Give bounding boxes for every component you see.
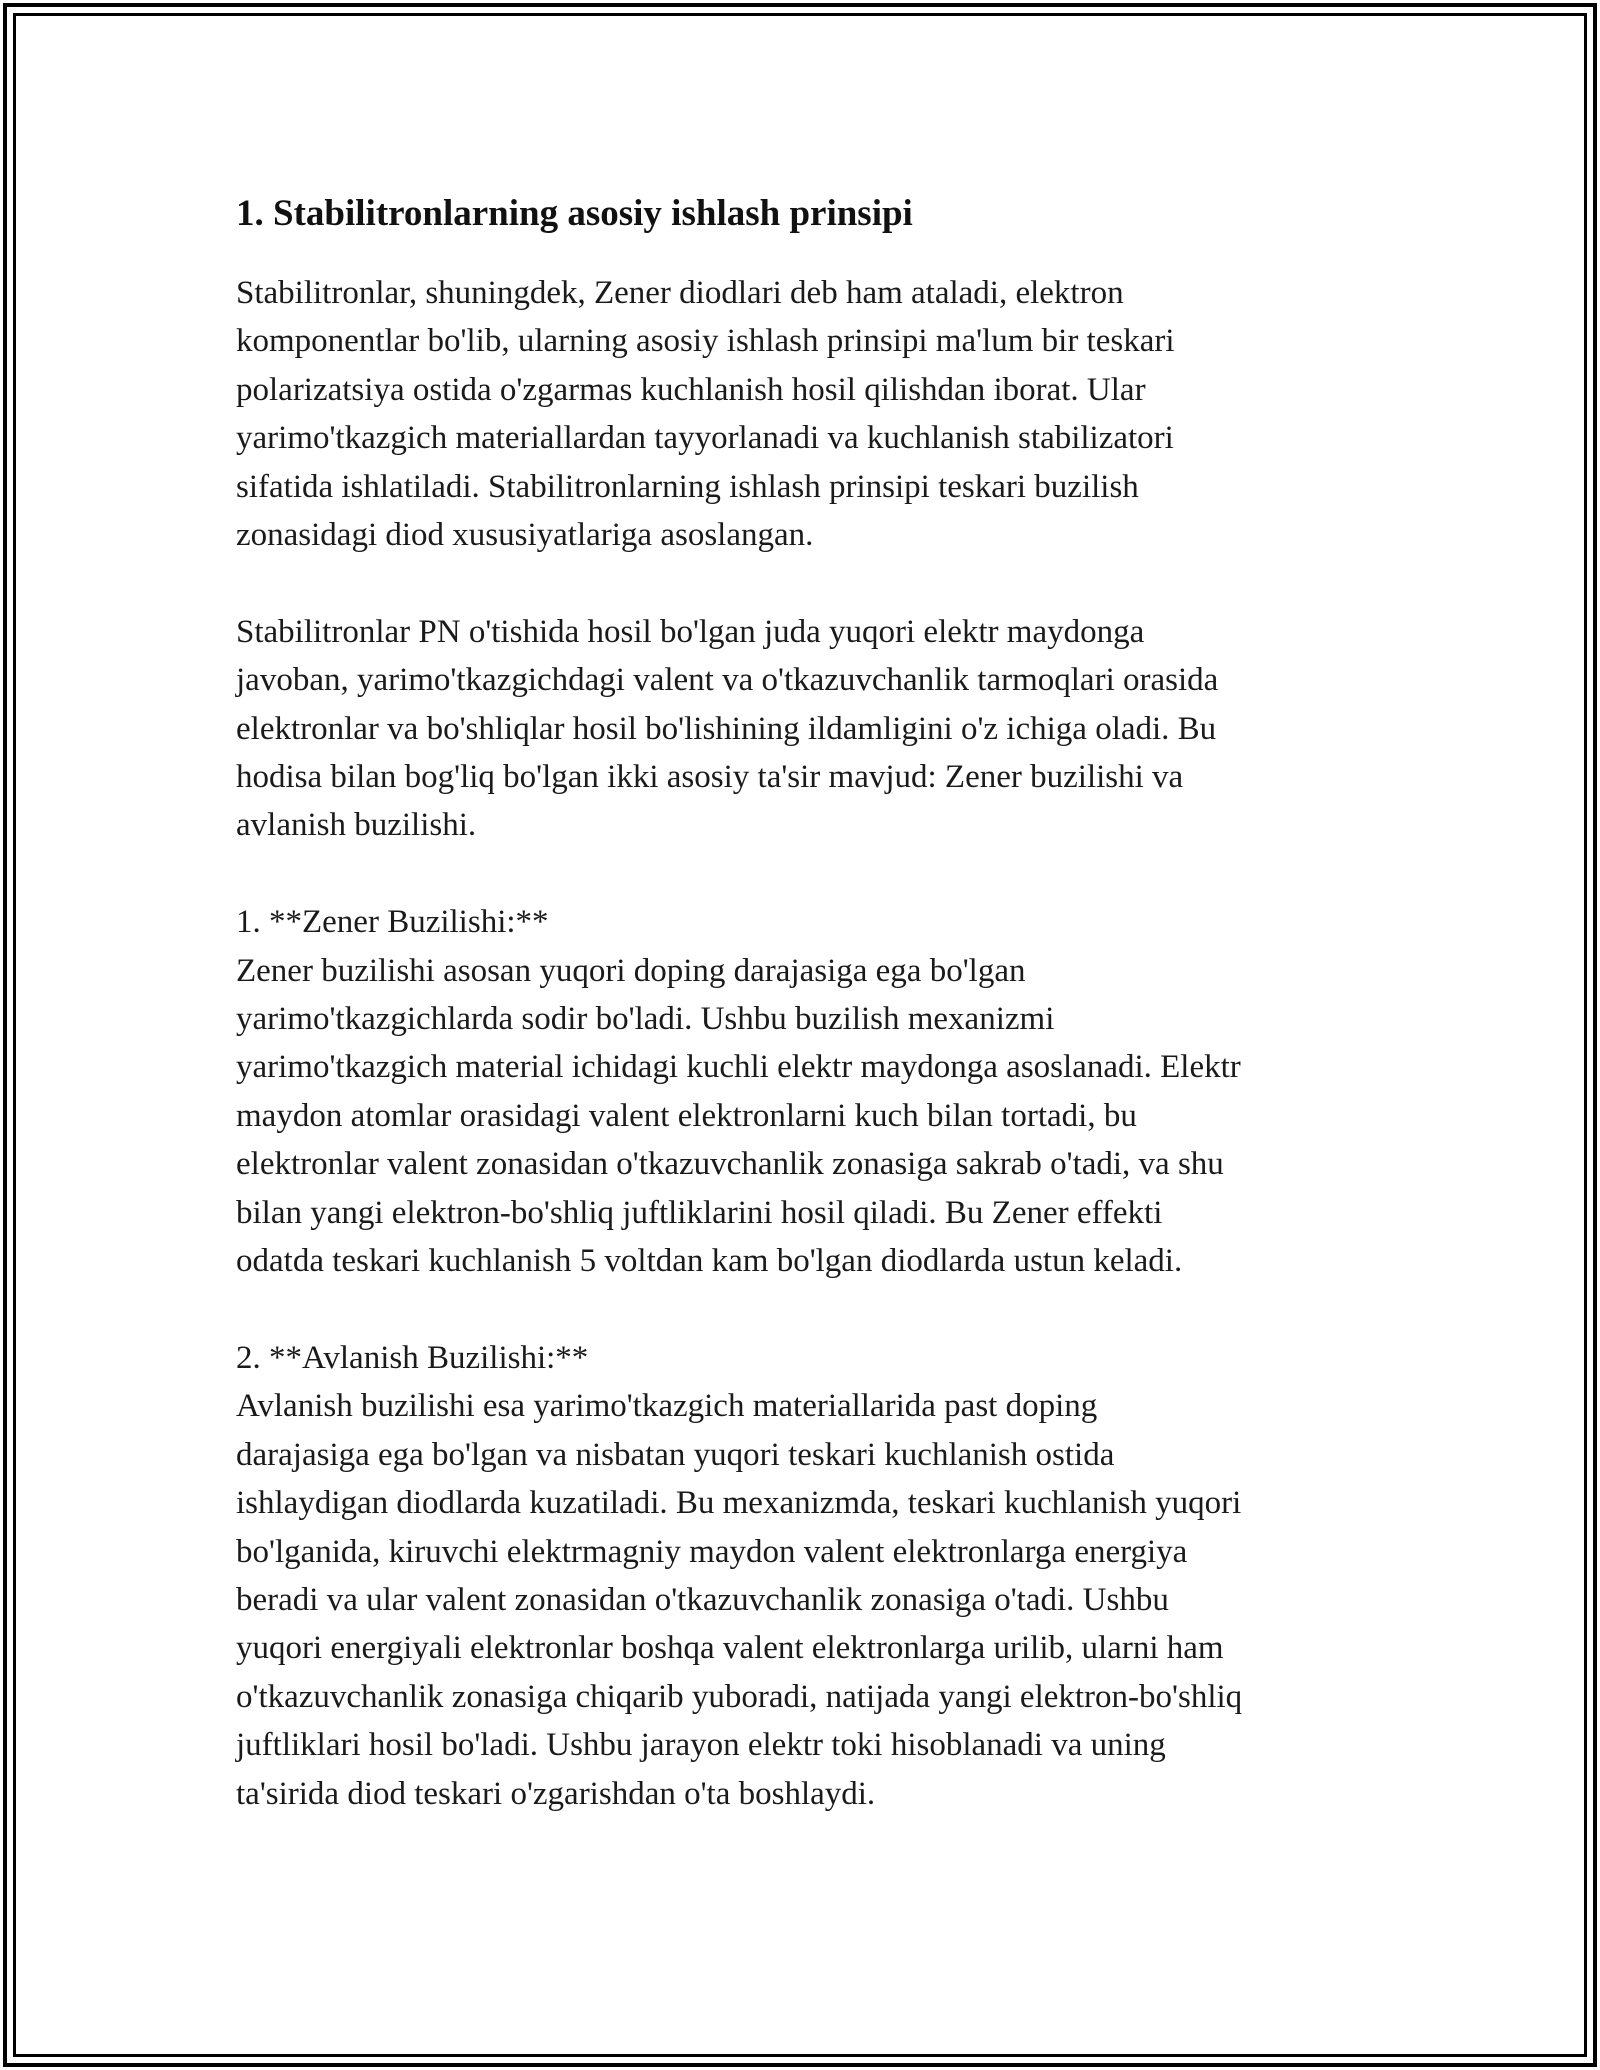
list-item-zener-breakdown: 1. **Zener Buzilishi:** Zener buzilishi asosan yuqori doping darajasiga ega bo'lgan yarimo'tkazgichlarda sodir bo'ladi. Ushbu buzilish mexanizmi yarimo'tkazgich material ichidagi kuchli elektr maydonga asoslanadi. Elektr maydon atomlar orasidagi valent elektronlarni kuch bilan tortadi, bu elektronlar valent zonasidan o'tkazuvchanlik zonasiga sakrab o'tadi, va shu bilan yangi elektron-bo'shliq juftliklarini hosil qiladi. Bu Zener effekti odatda teskari kuchlanish 5 voltdan kam bo'lgan diodlarda ustun keladi. xyxy=(236,904,1241,1280)
paragraph-gap xyxy=(236,850,1366,898)
list-item-avalanche-breakdown: 2. **Avlanish Buzilishi:** Avlanish buzilishi esa yarimo'tkazgich materiallarida past doping darajasiga ega bo'lgan va nisbatan yuqori teskari kuchlanish ostida ishlaydigan diodlarda kuzatiladi. Bu mexanizmda, teskari kuchlanish yuqori bo'lganida, kiruvchi elektrmagniy maydon valent elektronlarga energiya beradi va ular valent zonasidan o'tkazuvchanlik zonasiga o'tadi. Ushbu yuqori energiyali elektronlar boshqa valent elektronlarga urilib, ularni ham o'tkazuvchanlik zonasiga chiqarib yuboradi, natijada yangi elektron-bo'shliq juftliklari hosil bo'ladi. Ushbu jarayon elektr toki hisoblanadi va uning ta'sirida diod teskari o'zgarishdan o'ta boshlaydi. xyxy=(236,1339,1243,1812)
paragraph-pn-junction: Stabilitronlar PN o'tishida hosil bo'lgan juda yuqori elektr maydonga javoban, yarimo'tkazgichdagi valent va o'tkazuvchanlik tarmoqlari orasida elektronlar va bo'shliqlar hosil bo'lishining ildamligini o'z ichiga oladi. Bu hodisa bilan bog'liq bo'lgan ikki asosiy ta'sir mavjud: Zener buzilishi va avlanish buzilishi. xyxy=(236,613,1219,844)
document-body xyxy=(236,186,1366,1818)
paragraph-gap xyxy=(236,1286,1366,1334)
section-heading: 1. Stabilitronlarning asosiy ishlash prinsipi xyxy=(236,193,913,234)
paragraph-gap xyxy=(236,559,1366,607)
paragraph-intro: Stabilitronlar, shuningdek, Zener diodlari deb ham ataladi, elektron komponentlar bo'lib, ularning asosiy ishlash prinsipi ma'lum bir teskari polarizatsiya ostida o'zgarmas kuchlanish hosil qilishdan iborat. Ular yarimo'tkazgich materiallardan tayyorlanadi va kuchlanish stabilizatori sifatida ishlatiladi. Stabilitronlarning ishlash prinsipi teskari buzilish zonasidagi diod xususiyatlariga asoslangan. xyxy=(236,275,1175,554)
